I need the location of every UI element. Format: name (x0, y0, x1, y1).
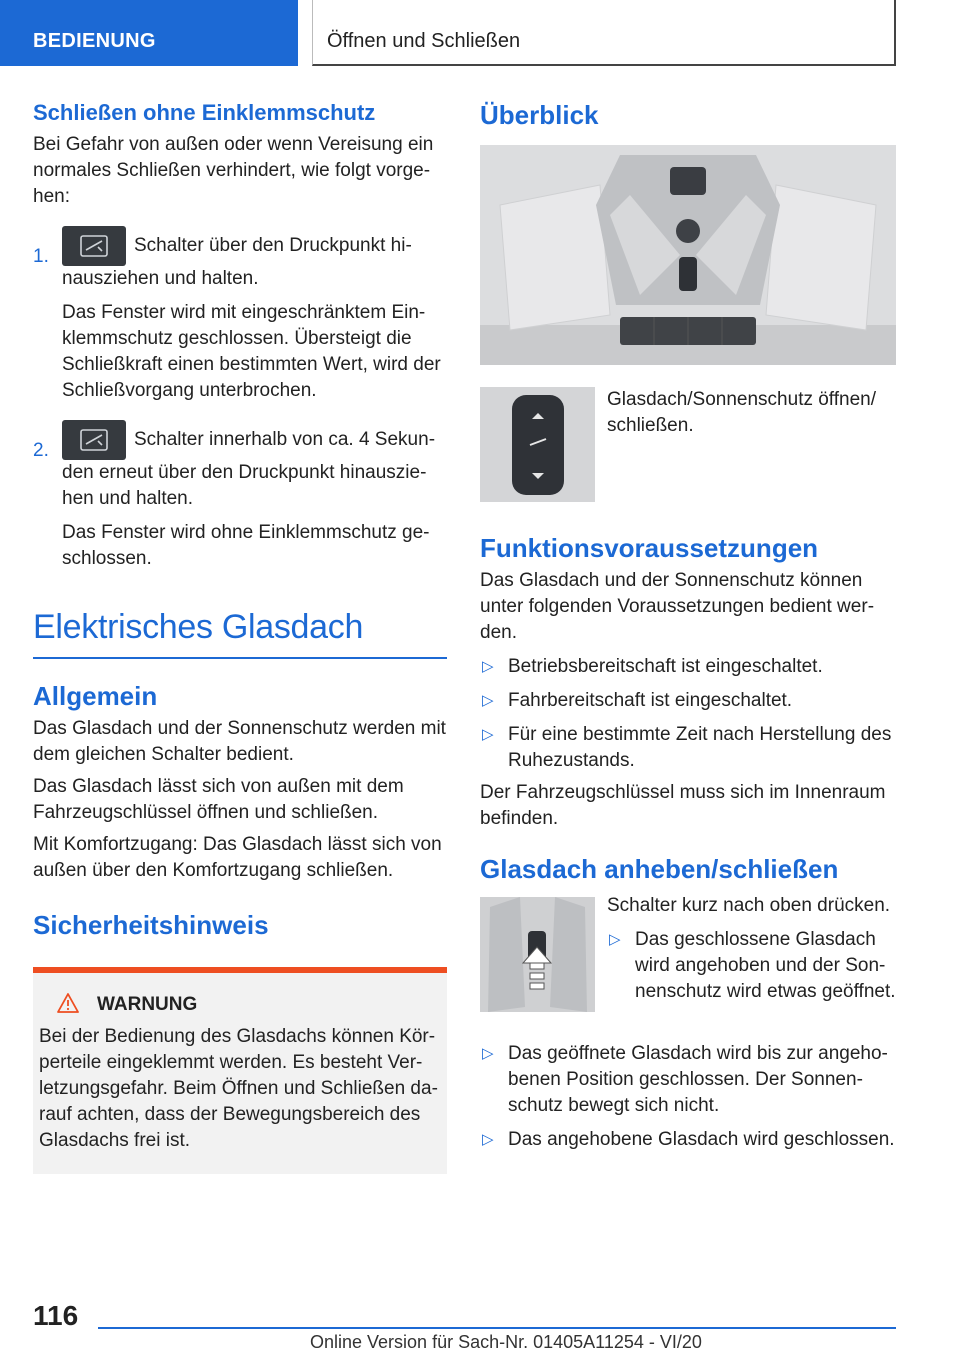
roof-console-image (480, 145, 896, 365)
general-paragraph: Mit Komfortzugang: Das Glasdach lässt sich von außen über den Komfortzugang schließen. (33, 834, 442, 881)
list-item: ▷ Betriebsbereitschaft ist eingeschaltet. (480, 654, 896, 680)
roof-switch-image (480, 387, 595, 502)
intro-paragraph: Bei Gefahr von außen oder wenn Vereisung ein normales Schließen verhindert, wie folgt vorgehen: (33, 134, 434, 207)
step-text: Schalter innerhalb von ca. 4 Sekunden erneut über den Druckpunkt hinausziehen und halten. (62, 429, 436, 509)
general-paragraph: Das Glasdach und der Sonnenschutz werden mit dem gleichen Schalter bedient. (33, 718, 446, 765)
warning-label: WARNUNG (97, 994, 198, 1015)
online-version-note: Online Version für Sach-Nr. 01405A11254 - VI/20 (310, 1332, 702, 1352)
raise-switch-image (480, 897, 595, 1012)
raise-heading: Glasdach anheben/schließen (480, 854, 839, 884)
warning-triangle-icon (57, 993, 79, 1013)
key-note: Der Fahrzeugschlüssel muss sich im Innenraum befinden. (480, 782, 886, 829)
warning-header (57, 993, 441, 1016)
right-column (480, 100, 896, 1153)
warning-box (33, 967, 447, 1174)
general-heading: Allgemein (33, 681, 158, 711)
step-result: Das Fenster wird ohne Einklemmschutz geschlossen. (62, 522, 430, 569)
bullet-triangle-icon: ▷ (482, 1045, 494, 1062)
conditions-heading: Funktionsvoraussetzungen (480, 533, 819, 563)
general-paragraph: Das Glasdach lässt sich von außen mit dem Fahrzeugschlüssel öffnen und schließen. (33, 776, 404, 823)
bullet-triangle-icon: ▷ (482, 658, 494, 675)
step-number: 2. (33, 440, 49, 461)
safety-heading: Sicherheitshinweis (33, 910, 269, 940)
footer-divider (98, 1327, 896, 1329)
overview-heading: Überblick (480, 100, 599, 130)
list-item: ▷ Das geschlossene Glasdach wird angehoben und der Sonnenschutz wird etwas geöffnet. (609, 929, 896, 1002)
step-2 (33, 420, 447, 572)
bullet-triangle-icon: ▷ (609, 931, 621, 948)
bullet-triangle-icon: ▷ (482, 692, 494, 709)
step-1 (33, 226, 447, 404)
step-result: Das Fenster wird mit eingeschränktem Einklemmschutz geschlossen. Übersteigt die Schließkraft einen bestimmten Wert, wird der Schließvorgang unterbrochen. (62, 302, 441, 401)
window-switch-icon (62, 226, 126, 266)
heading-no-pinch-protection: Schließen ohne Einklemmschutz (33, 100, 376, 125)
switch-caption: Glasdach/Sonnenschutz öffnen/ schließen. (607, 389, 877, 436)
page-number: 116 (33, 1300, 79, 1331)
warning-text: Bei der Bedienung des Glasdachs können Körperteile eingeklemmt werden. Es besteht Verletzungsgefahr. Beim Öffnen und Schließen darauf achten, dass der Bewegungsbereich des Glasdachs frei ist. (39, 1026, 438, 1151)
list-item: ▷ Fahrbereitschaft ist eingeschaltet. (480, 688, 896, 714)
list-item: ▷ Das geöffnete Glasdach wird bis zur angehobenen Position geschlossen. Der Sonnenschutz bewegt sich nicht. (482, 1043, 888, 1116)
raise-intro: Schalter kurz nach oben drücken. (607, 895, 891, 916)
section-tab: BEDIENUNG (0, 0, 298, 66)
bullet-triangle-icon: ▷ (482, 726, 494, 743)
list-item: ▷ Das angehobene Glasdach wird geschlossen. (480, 1127, 896, 1153)
switch-detail-row (480, 387, 896, 515)
page-header (0, 0, 960, 66)
left-column (33, 100, 447, 1174)
bullet-triangle-icon: ▷ (482, 1131, 494, 1148)
list-item: ▷ Für eine bestimmte Zeit nach Herstellung des Ruhezustands. (482, 724, 892, 771)
window-switch-icon (62, 420, 126, 460)
conditions-intro: Das Glasdach und der Sonnenschutz können unter folgenden Voraussetzungen bedient werden. (480, 570, 875, 643)
step-number: 1. (33, 246, 49, 267)
raise-row (480, 893, 896, 1033)
step-text: Schalter über den Druckpunkt hinausziehen und halten. (62, 235, 412, 289)
breadcrumb: Öffnen und Schließen (312, 0, 896, 66)
chapter-title: Elektrisches Glasdach (33, 608, 447, 659)
